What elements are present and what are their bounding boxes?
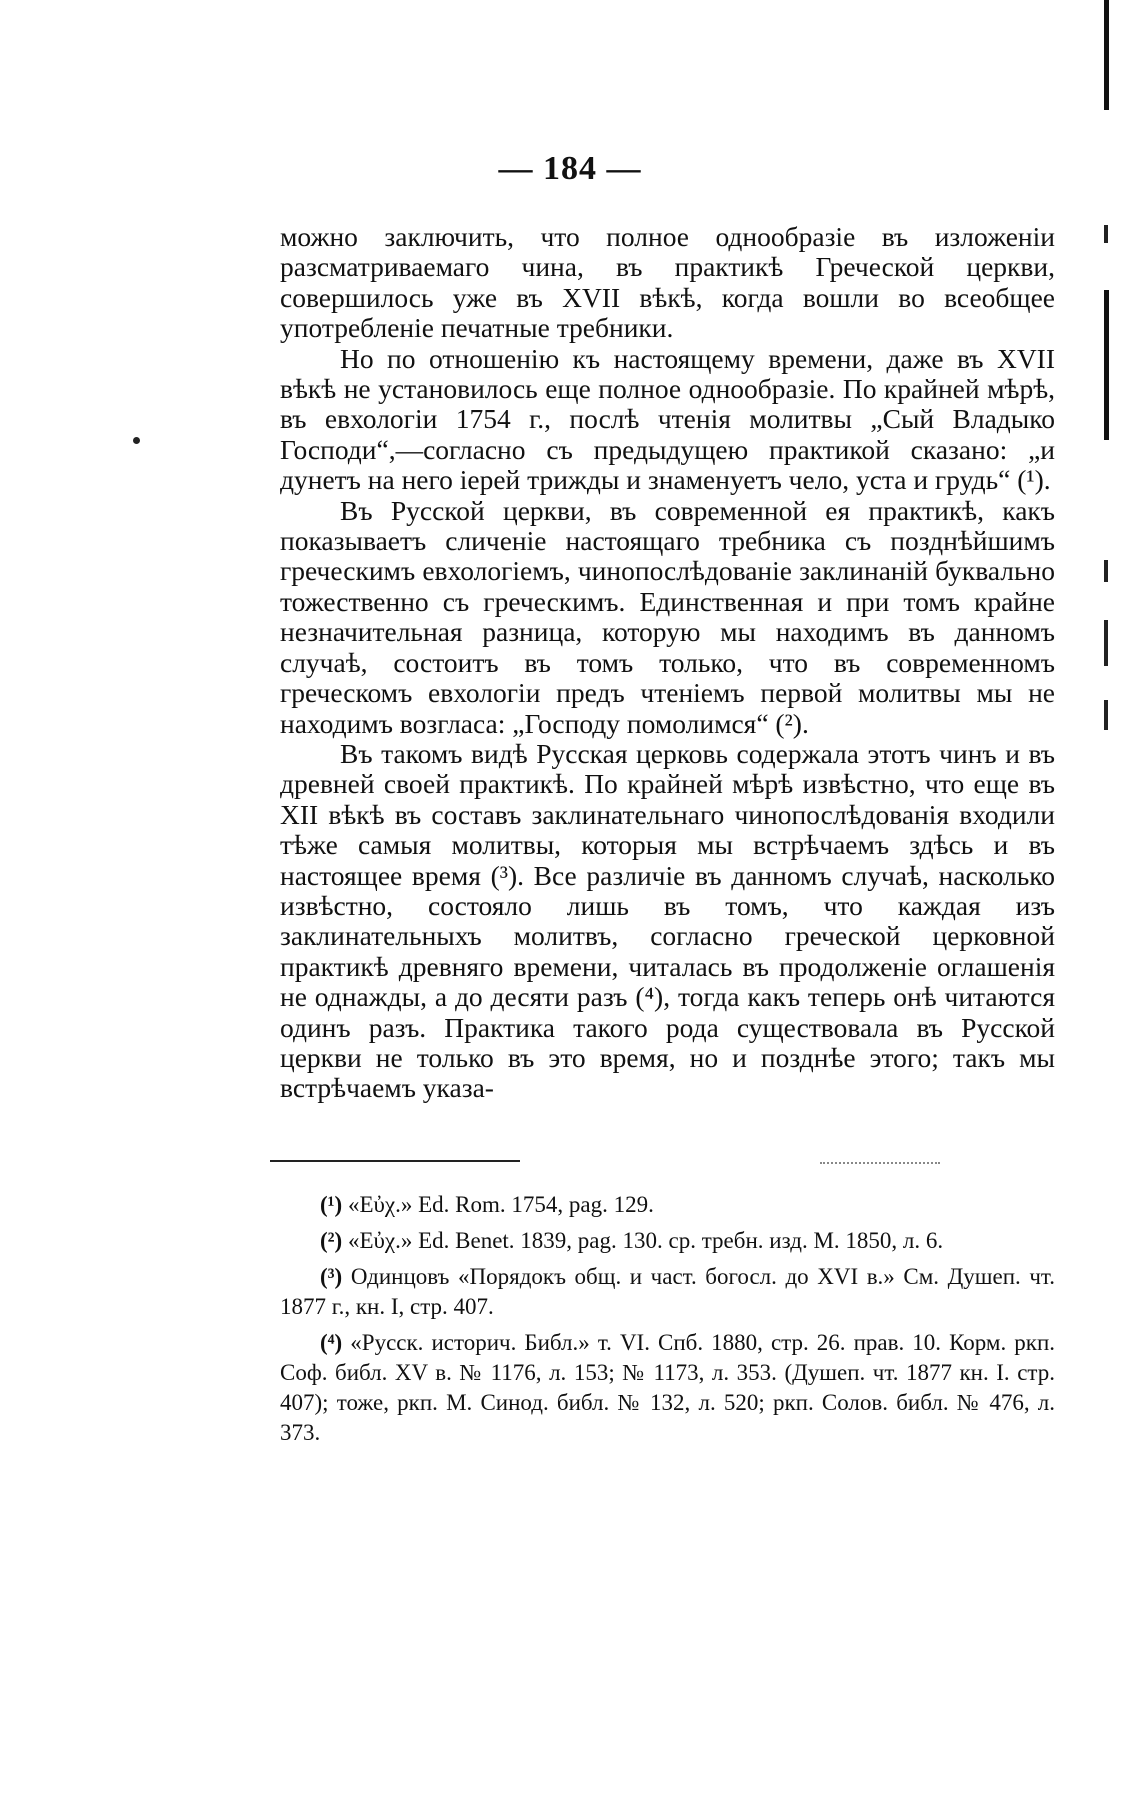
footnote-text: Одинцовъ «Порядокъ общ. и част. богосл. до XVI в.» См. Душеп. чт. 1877 г., кн. I, стр. 407. — [280, 1264, 1056, 1319]
footnote-marker: (¹) — [320, 1192, 343, 1217]
page-edge-mark — [1104, 225, 1108, 243]
paragraph-4: Въ такомъ видѣ Русская церковь содержала этотъ чинъ и въ древней своей практикѣ. По крайней мѣрѣ извѣстно, что еще въ XII вѣкѣ въ составъ заклинательнаго чинопослѣдованія входили тѣже самыя молитвы, которыя мы встрѣчаемъ здѣсь и въ настоящее время (³). Все различіе въ данномъ случаѣ, насколько извѣстно, состояло лишь въ томъ, что каждая изъ заклинательныхъ молитвъ, согласно греческой церковной практикѣ древняго времени, читалась въ продолженіе оглашенія не однажды, а до десяти разъ (⁴), тогда какъ теперь онѣ читаются одинъ разъ. Практика такого рода существовала въ Русской церкви не только въ это время, но и позднѣе этого; такъ мы встрѣчаемъ указа- — [280, 737, 1055, 1104]
footnote-text: «Εὐχ.» Ed. Benet. 1839, pag. 130. ср. требн. изд. М. 1850, л. 6. — [347, 1228, 944, 1253]
footnote-text: «Εὐχ.» Ed. Rom. 1754, pag. 129. — [347, 1192, 654, 1217]
footnote-text: «Русск. историч. Библ.» т. VI. Спб. 1880, стр. 26. прав. 10. Корм. ркп. Соф. библ. XV в. № 1176, л. 153; № 1173, л. 353. (Душеп. чт. 1877 кн. I. стр. 407); тоже, ркп. М. Синод. библ. № 132, л. 520; ркп. Солов. библ. № 476, л. 373. — [280, 1330, 1055, 1445]
page-edge-mark — [1104, 290, 1109, 440]
footnote-4 — [280, 1328, 1055, 1448]
footnote-marker: (²) — [320, 1228, 343, 1253]
footnote-2 — [280, 1226, 1055, 1256]
margin-dot — [133, 437, 140, 444]
footnotes — [280, 1190, 1055, 1454]
footnote-3 — [280, 1262, 1055, 1322]
footnote-marker: (³) — [320, 1264, 343, 1289]
paragraph-1: можно заключить, что полное однообразіе въ изложеніи разсматриваемаго чина, въ практикѣ Греческой церкви, совершилось уже въ XVII вѣкѣ, когда вошли во всеобщее употребленіе печатные требники. — [280, 221, 1055, 344]
page-number: — 184 — — [498, 150, 642, 187]
footnote-marker: (⁴) — [320, 1330, 343, 1355]
footnote-1 — [280, 1190, 1055, 1220]
footnote-separator-faint — [820, 1162, 940, 1164]
page-edge-mark — [1104, 700, 1108, 730]
footnote-separator — [270, 1160, 520, 1162]
page-edge-mark — [1104, 620, 1108, 666]
paragraph-2: Но по отношенію къ настоящему времени, даже въ XVII вѣкѣ не установилось еще полное однообразіе. По крайней мѣрѣ, въ евхологіи 1754 г., послѣ чтенія молитвы „Сый Владыко Господи“,—согласно съ предыдущею практикой сказано: „и дунетъ на него іерей трижды и знаменуетъ чело, уста и грудь“ (¹). — [280, 342, 1055, 496]
paragraph-3: Въ Русской церкви, въ современной ея практикѣ, какъ показываетъ сличеніе настоящаго требника съ позднѣйшимъ греческимъ евхологіемъ, чинопослѣдованіе заклинаній буквально тожественно съ греческимъ. Единственная и при томъ крайне незначительная разница, которую мы находимъ въ данномъ случаѣ, состоитъ въ томъ только, что въ современномъ греческомъ евхологіи предъ чтеніемъ первой молитвы мы не находимъ возгласа: „Господу помолимся“ (²). — [280, 494, 1055, 739]
main-text — [280, 222, 1055, 1104]
page-edge-mark — [1104, 0, 1109, 110]
page-edge-mark — [1104, 560, 1108, 582]
